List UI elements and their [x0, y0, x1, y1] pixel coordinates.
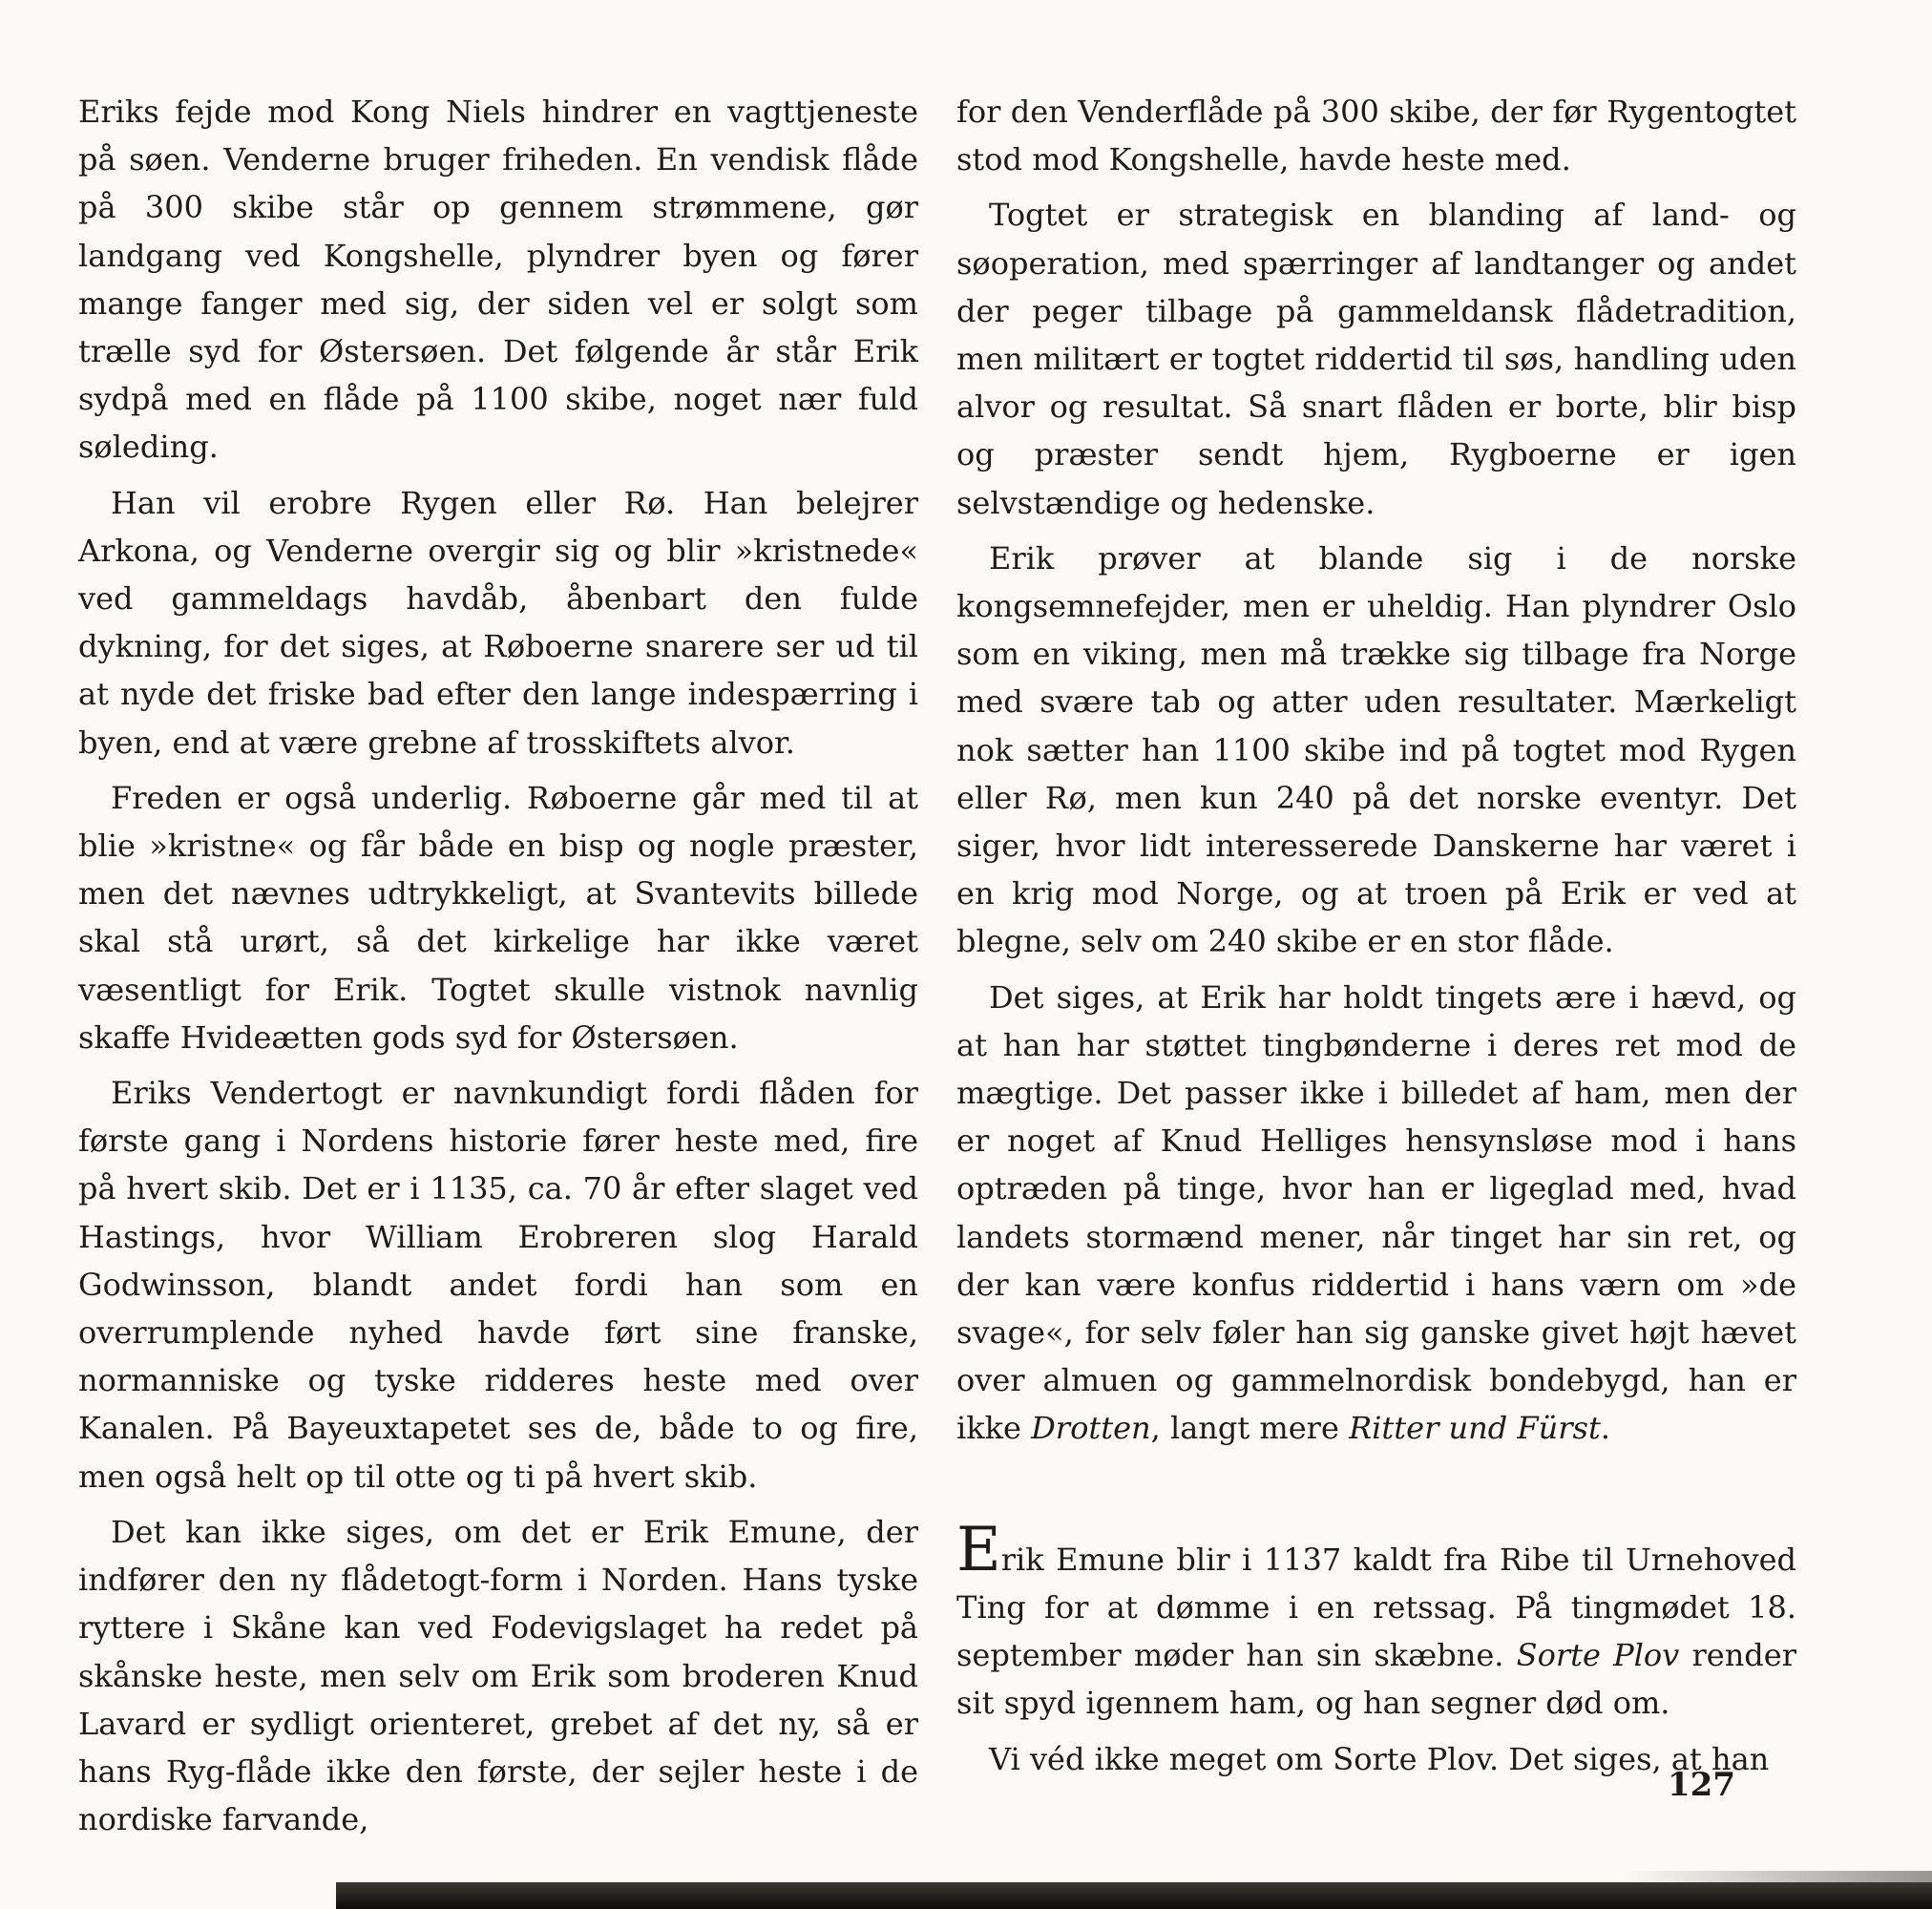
- paragraph: Eriks Vendertogt er navnkundigt fordi flåden for første gang i Nordens historie fører heste med, fire på hvert skib. Det er i 1135, ca. 70 år efter slaget ved Hastings, hvor William Erobreren slog Harald Godwinsson, blandt andet fordi han som en overrumplende nyhed havde ført sine franske, normanniske og tyske ridderes heste med over Kanalen. På Bayeuxtapetet ses de, både to og fire, men også helt op til otte og ti på hvert skib.: [78, 1075, 918, 1495]
- paragraph: Han vil erobre Rygen eller Rø. Han belejrer Arkona, og Venderne overgir sig og blir »kristnede« ved gammeldags havdåb, åbenbart den fulde dykning, for det siges, at Røboerne snarere ser ud til at nyde det friske bad efter den lange indespærring i byen, end at være grebne af trosskiftets alvor.: [78, 484, 918, 761]
- paragraph: Eriks fejde mod Kong Niels hindrer en vagttjeneste på søen. Venderne bruger friheden. En vendisk flåde på 300 skibe står op gennem strømmene, gør landgang ved Kongshelle, plyndrer byen og fører mange fanger med sig, der siden vel er solgt som trælle syd for Østersøen. Det følgende år står Erik sydpå med en flåde på 1100 skibe, noget nær fuld søleding.: [78, 94, 918, 466]
- italic-term: Sorte Plov: [1516, 1637, 1680, 1674]
- left-column: [78, 88, 918, 1851]
- italic-term: Drotten: [1031, 1410, 1151, 1447]
- page-shadow: [1623, 1871, 1932, 1882]
- paragraph: Freden er også underlig. Røboerne går med til at blie »kristne« og får både en bisp og nogle præster, men det nævnes udtrykkeligt, at Svantevits billede skal stå urørt, så det kirkelige har ikke været væsentligt for Erik. Togtet skulle vistnok navnlig skaffe Hvideætten gods syd for Østersøen.: [78, 779, 918, 1056]
- drop-cap: E: [956, 1514, 1001, 1585]
- paragraph-text: Det siges, at Erik har holdt tingets ære i hævd, og at han har støttet tingbønderne i deres ret mod de mægtige. Det passer ikke i billedet af ham, men der er noget af Knud Helliges hensynsløse mod i hans optræden på tinge, hvor han er ligeglad med, hvad landets stormænd mener, når tinget har sin ret, og der kan være konfus riddertid i hans værn om »de svage«, for selv føler han sig ganske givet højt hævet over almuen og gammelnordisk bondebygd, han er ikke: [956, 978, 1796, 1447]
- paragraph-text: rik Emune blir i 1137 kaldt fra Ribe til Urnehoved Ting for at dømme i en retssag. På tingmødet 18. september møder han sin skæbne.: [956, 1541, 1796, 1674]
- paragraph: for den Venderflåde på 300 skibe, der før Rygentogtet stod mod Kongshelle, havde heste med.: [956, 94, 1796, 178]
- paragraph-text: .: [1600, 1410, 1610, 1447]
- page-edge: [336, 1882, 1932, 1909]
- page-number: 127: [1668, 1766, 1735, 1804]
- paragraph: Togtet er strategisk en blanding af land- og søoperation, med spærringer af landtanger og andet der peger tilbage på gammeldansk flådetradition, men militært er togtet riddertid til søs, handling uden alvor og resultat. Så snart flåden er borte, blir bisp og præster sendt hjem, Rygboerne er igen selvstændige og hedenske.: [956, 197, 1796, 521]
- paragraph: Erik prøver at blande sig i de norske kongsemnefejder, men er uheldig. Han plyndrer Oslo som en viking, men må trække sig tilbage fra Norge med svære tab og atter uden resultater. Mærkeligt nok sætter han 1100 skibe ind på togtet mod Rygen eller Rø, men kun 240 på det norske eventyr. Det siger, hvor lidt interesserede Danskerne har været i en krig mod Norge, og at troen på Erik er ved at blegne, selv om 240 skibe er en stor flåde.: [956, 539, 1796, 960]
- section-opening-paragraph: [956, 1514, 1797, 1728]
- paragraph: Det kan ikke siges, om det er Erik Emune, der indfører den ny flådetogt-form i Norden. Hans tyske ryttere i Skåne kan ved Fodevigslaget ha redet på skånske heste, men selv om Erik som broderen Knud Lavard er sydligt orienteret, grebet af det ny, så er hans Ryg-flåde ikke den første, der sejler heste i de nordiske farvande,: [78, 1513, 918, 1838]
- paragraph-text: , langt mere: [1150, 1410, 1350, 1447]
- italic-term: Ritter und Fürst: [1349, 1410, 1601, 1447]
- paragraph-text: render sit spyd igennem ham, og han segner død om.: [956, 1637, 1797, 1722]
- paragraph: [956, 974, 1796, 1453]
- right-column: [956, 88, 1796, 1791]
- paragraph: Vi véd ikke meget om Sorte Plov. Det siges, at han: [989, 1740, 1770, 1777]
